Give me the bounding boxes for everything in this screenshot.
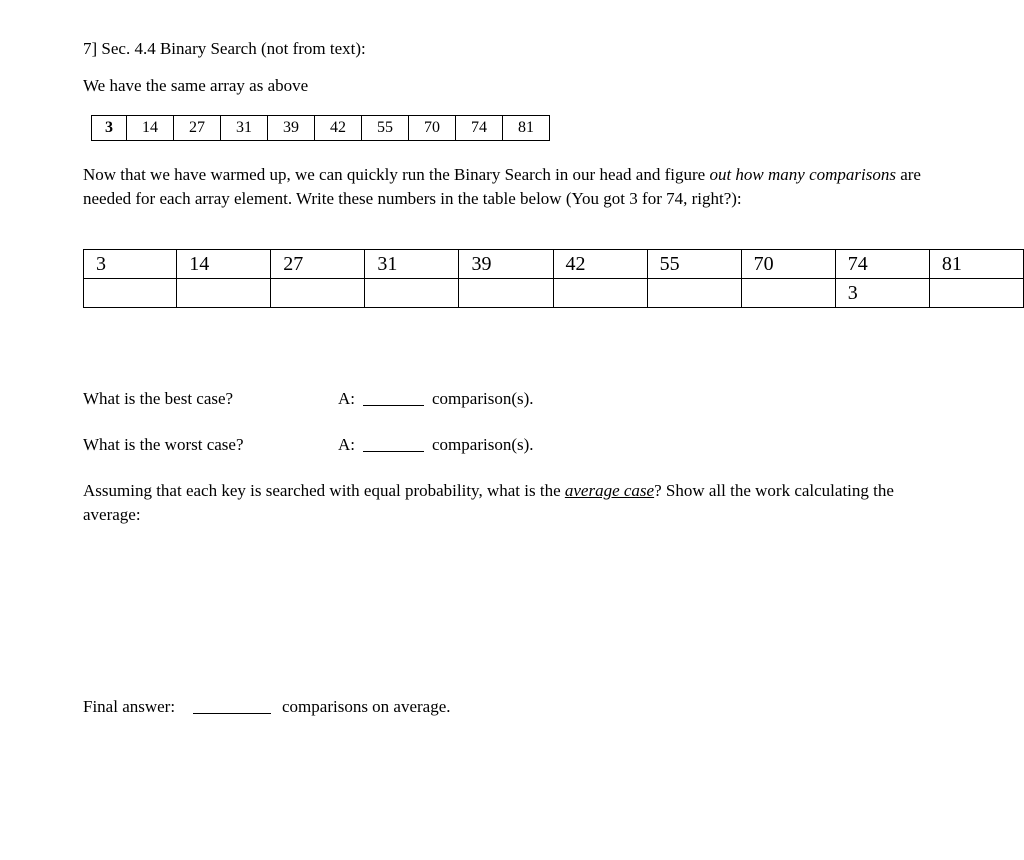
answer-cell[interactable] bbox=[647, 279, 741, 308]
instruction-paragraph bbox=[83, 163, 923, 211]
instruction-text-1: Now that we have warmed up, we can quickly run the Binary Search in our head and figure bbox=[83, 165, 710, 184]
table-cell: 14 bbox=[177, 250, 271, 279]
table-cell: 74 bbox=[835, 250, 929, 279]
array-cell: 55 bbox=[362, 116, 409, 141]
best-case-blank[interactable] bbox=[363, 387, 424, 406]
table-cell: 81 bbox=[929, 250, 1023, 279]
table-cell: 55 bbox=[647, 250, 741, 279]
table-answer-row bbox=[84, 279, 1024, 308]
array-cell: 27 bbox=[174, 116, 221, 141]
answer-cell[interactable] bbox=[553, 279, 647, 308]
array-cell: 3 bbox=[92, 116, 127, 141]
best-case-question: What is the best case? bbox=[83, 389, 234, 408]
table-header-row bbox=[84, 250, 1024, 279]
table-cell: 31 bbox=[365, 250, 459, 279]
table-cell: 27 bbox=[271, 250, 365, 279]
array-cell: 42 bbox=[315, 116, 362, 141]
array-cell: 70 bbox=[409, 116, 456, 141]
answer-cell[interactable] bbox=[177, 279, 271, 308]
answer-cell[interactable] bbox=[271, 279, 365, 308]
table-cell: 70 bbox=[741, 250, 835, 279]
best-case-prefix: A: bbox=[338, 389, 355, 408]
answer-cell[interactable]: 3 bbox=[835, 279, 929, 308]
final-answer-label: Final answer: bbox=[83, 697, 176, 716]
average-text-2: ? Show all the work calculating the average: bbox=[83, 481, 894, 524]
worst-case-blank[interactable] bbox=[363, 433, 424, 452]
best-case-suffix: comparison(s). bbox=[432, 389, 534, 408]
answer-cell[interactable] bbox=[84, 279, 177, 308]
final-answer-blank[interactable] bbox=[193, 695, 271, 714]
array-strip bbox=[91, 115, 550, 141]
intro-text: We have the same array as above bbox=[83, 76, 309, 95]
table-cell: 3 bbox=[84, 250, 177, 279]
table-cell: 39 bbox=[459, 250, 553, 279]
average-paragraph bbox=[83, 479, 923, 527]
section-heading: 7] Sec. 4.4 Binary Search (not from text): bbox=[83, 39, 366, 58]
instruction-text-2: are needed for each array element. Write these numbers in the table below (You got 3 for 74, right?): bbox=[83, 165, 921, 208]
final-answer-suffix: comparisons on average. bbox=[282, 697, 451, 716]
average-term: average case bbox=[564, 481, 655, 500]
table-cell: 42 bbox=[553, 250, 647, 279]
answer-cell[interactable] bbox=[365, 279, 459, 308]
worst-case-prefix: A: bbox=[338, 435, 355, 454]
answer-cell[interactable] bbox=[459, 279, 553, 308]
array-cell: 74 bbox=[456, 116, 503, 141]
array-cell: 39 bbox=[268, 116, 315, 141]
instruction-emphasis: out how many comparisons bbox=[709, 165, 896, 184]
worst-case-question: What is the worst case? bbox=[83, 435, 244, 454]
answer-cell[interactable] bbox=[929, 279, 1023, 308]
array-cell: 14 bbox=[127, 116, 174, 141]
array-cell: 31 bbox=[221, 116, 268, 141]
answer-cell[interactable] bbox=[741, 279, 835, 308]
comparisons-table bbox=[83, 249, 1024, 308]
worst-case-suffix: comparison(s). bbox=[432, 435, 534, 454]
array-cell: 81 bbox=[503, 116, 550, 141]
average-text-1: Assuming that each key is searched with equal probability, what is the bbox=[83, 481, 565, 500]
